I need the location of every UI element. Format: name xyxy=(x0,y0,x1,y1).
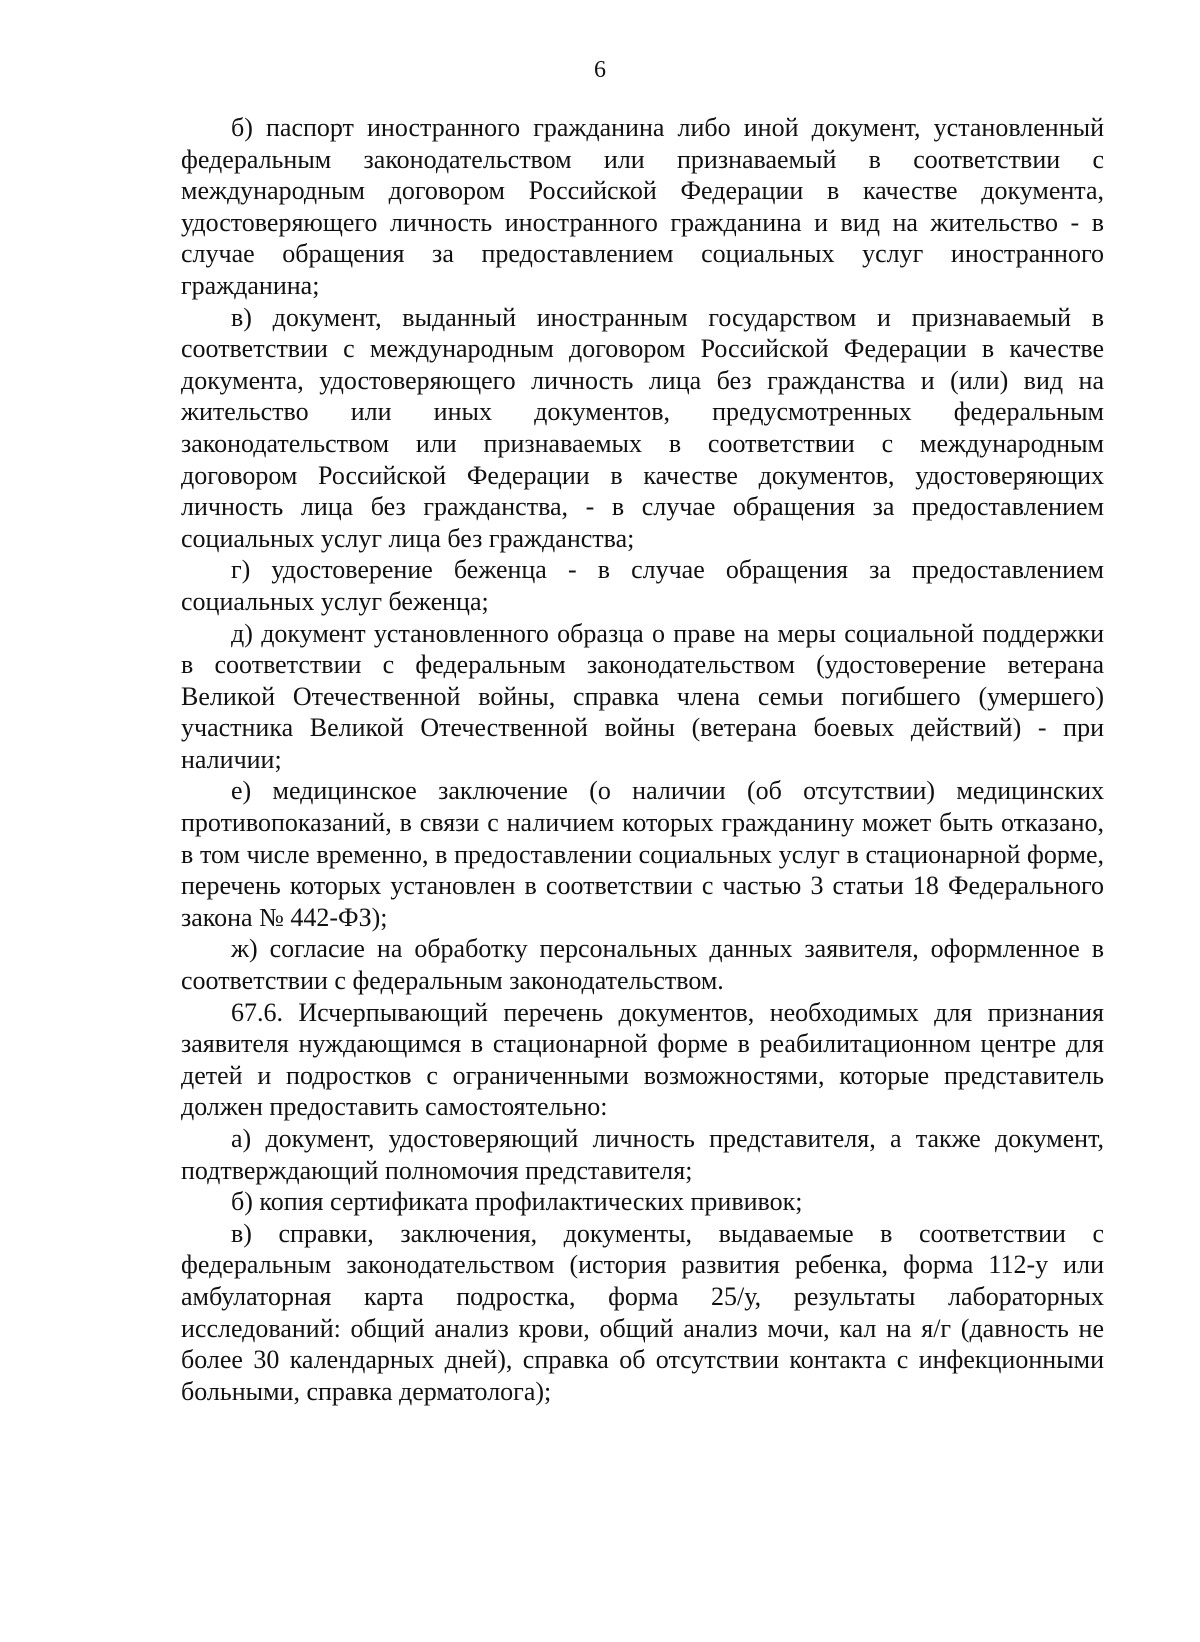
paragraph-b-vaccination-certificate: б) копия сертификата профилактических прививок; xyxy=(231,1187,803,1217)
paragraph-e-medical-conclusion: е) медицинское заключение (о наличии (об отсутствии) медицинских противопоказаний, в связи с наличием которых гражданину может быть отказано, в том числе временно, в предоставлении социальных услуг в стационарной форме, перечень которых установлен в соответствии с частью 3 статьи 18 Федерального закона № 442-ФЗ); xyxy=(181,776,1104,932)
paragraph-v-medical-certificates: в) справки, заключения, документы, выдаваемые в соответствии с федеральным законодательством (история развития ребенка, форма 112-у или амбулаторная карта подростка, форма 25/у, результаты лабораторных исследований: общий анализ крови, общий анализ мочи, кал на я/г (давность не более 30 календарных дней), справка об отсутствии контакта с инфекционными больными, справка дерматолога); xyxy=(181,1218,1104,1406)
paragraph-b-foreign-passport: б) паспорт иностранного гражданина либо иной документ, установленный федеральным законодательством или признаваемый в соответствии с международным договором Российской Федерации в качестве документа, удостоверяющего личность иностранного гражданина и вид на жительство - в случае обращения за предоставлением социальных услуг иностранного гражданина; xyxy=(181,113,1104,300)
paragraph-g-refugee-certificate: г) удостоверение беженца - в случае обращения за предоставлением социальных услуг беженца; xyxy=(181,555,1104,616)
document-body xyxy=(181,112,1104,1407)
paragraph-zh-personal-data-consent: ж) согласие на обработку персональных данных заявителя, оформленное в соответствии с федеральным законодательством. xyxy=(181,934,1104,996)
paragraph-67-6-document-list: 67.6. Исчерпывающий перечень документов, необходимых для признания заявителя нуждающимся в стационарной форме в реабилитационном центре для детей и подростков с ограниченными возможностями, которые представитель должен предоставить самостоятельно: xyxy=(181,997,1104,1122)
paragraph-d-social-support-document: д) документ установленного образца о праве на меры социальной поддержки в соответствии с федеральным законодательством (удостоверение ветерана Великой Отечественной войны, справка члена семьи погибшего (умершего) участника Великой Отечественной войны (ветерана боевых действий) - при наличии; xyxy=(181,618,1104,774)
paragraph-v-stateless-document: в) документ, выданный иностранным государством и признаваемый в соответствии с международным договором Российской Федерации в качестве документа, удостоверяющего личность лица без гражданства и (или) вид на жительство или иных документов, предусмотренных федеральным законодательством или признаваемых в соответствии с международным договором Российской Федерации в качестве документов, удостоверяющих личность лица без гражданства, - в случае обращения за предоставлением социальных услуг лица без гражданства; xyxy=(181,302,1104,553)
page-number: 6 xyxy=(594,57,606,83)
paragraph-a-representative-identity: а) документ, удостоверяющий личность представителя, а также документ, подтверждающий полномочия представителя; xyxy=(181,1124,1104,1185)
